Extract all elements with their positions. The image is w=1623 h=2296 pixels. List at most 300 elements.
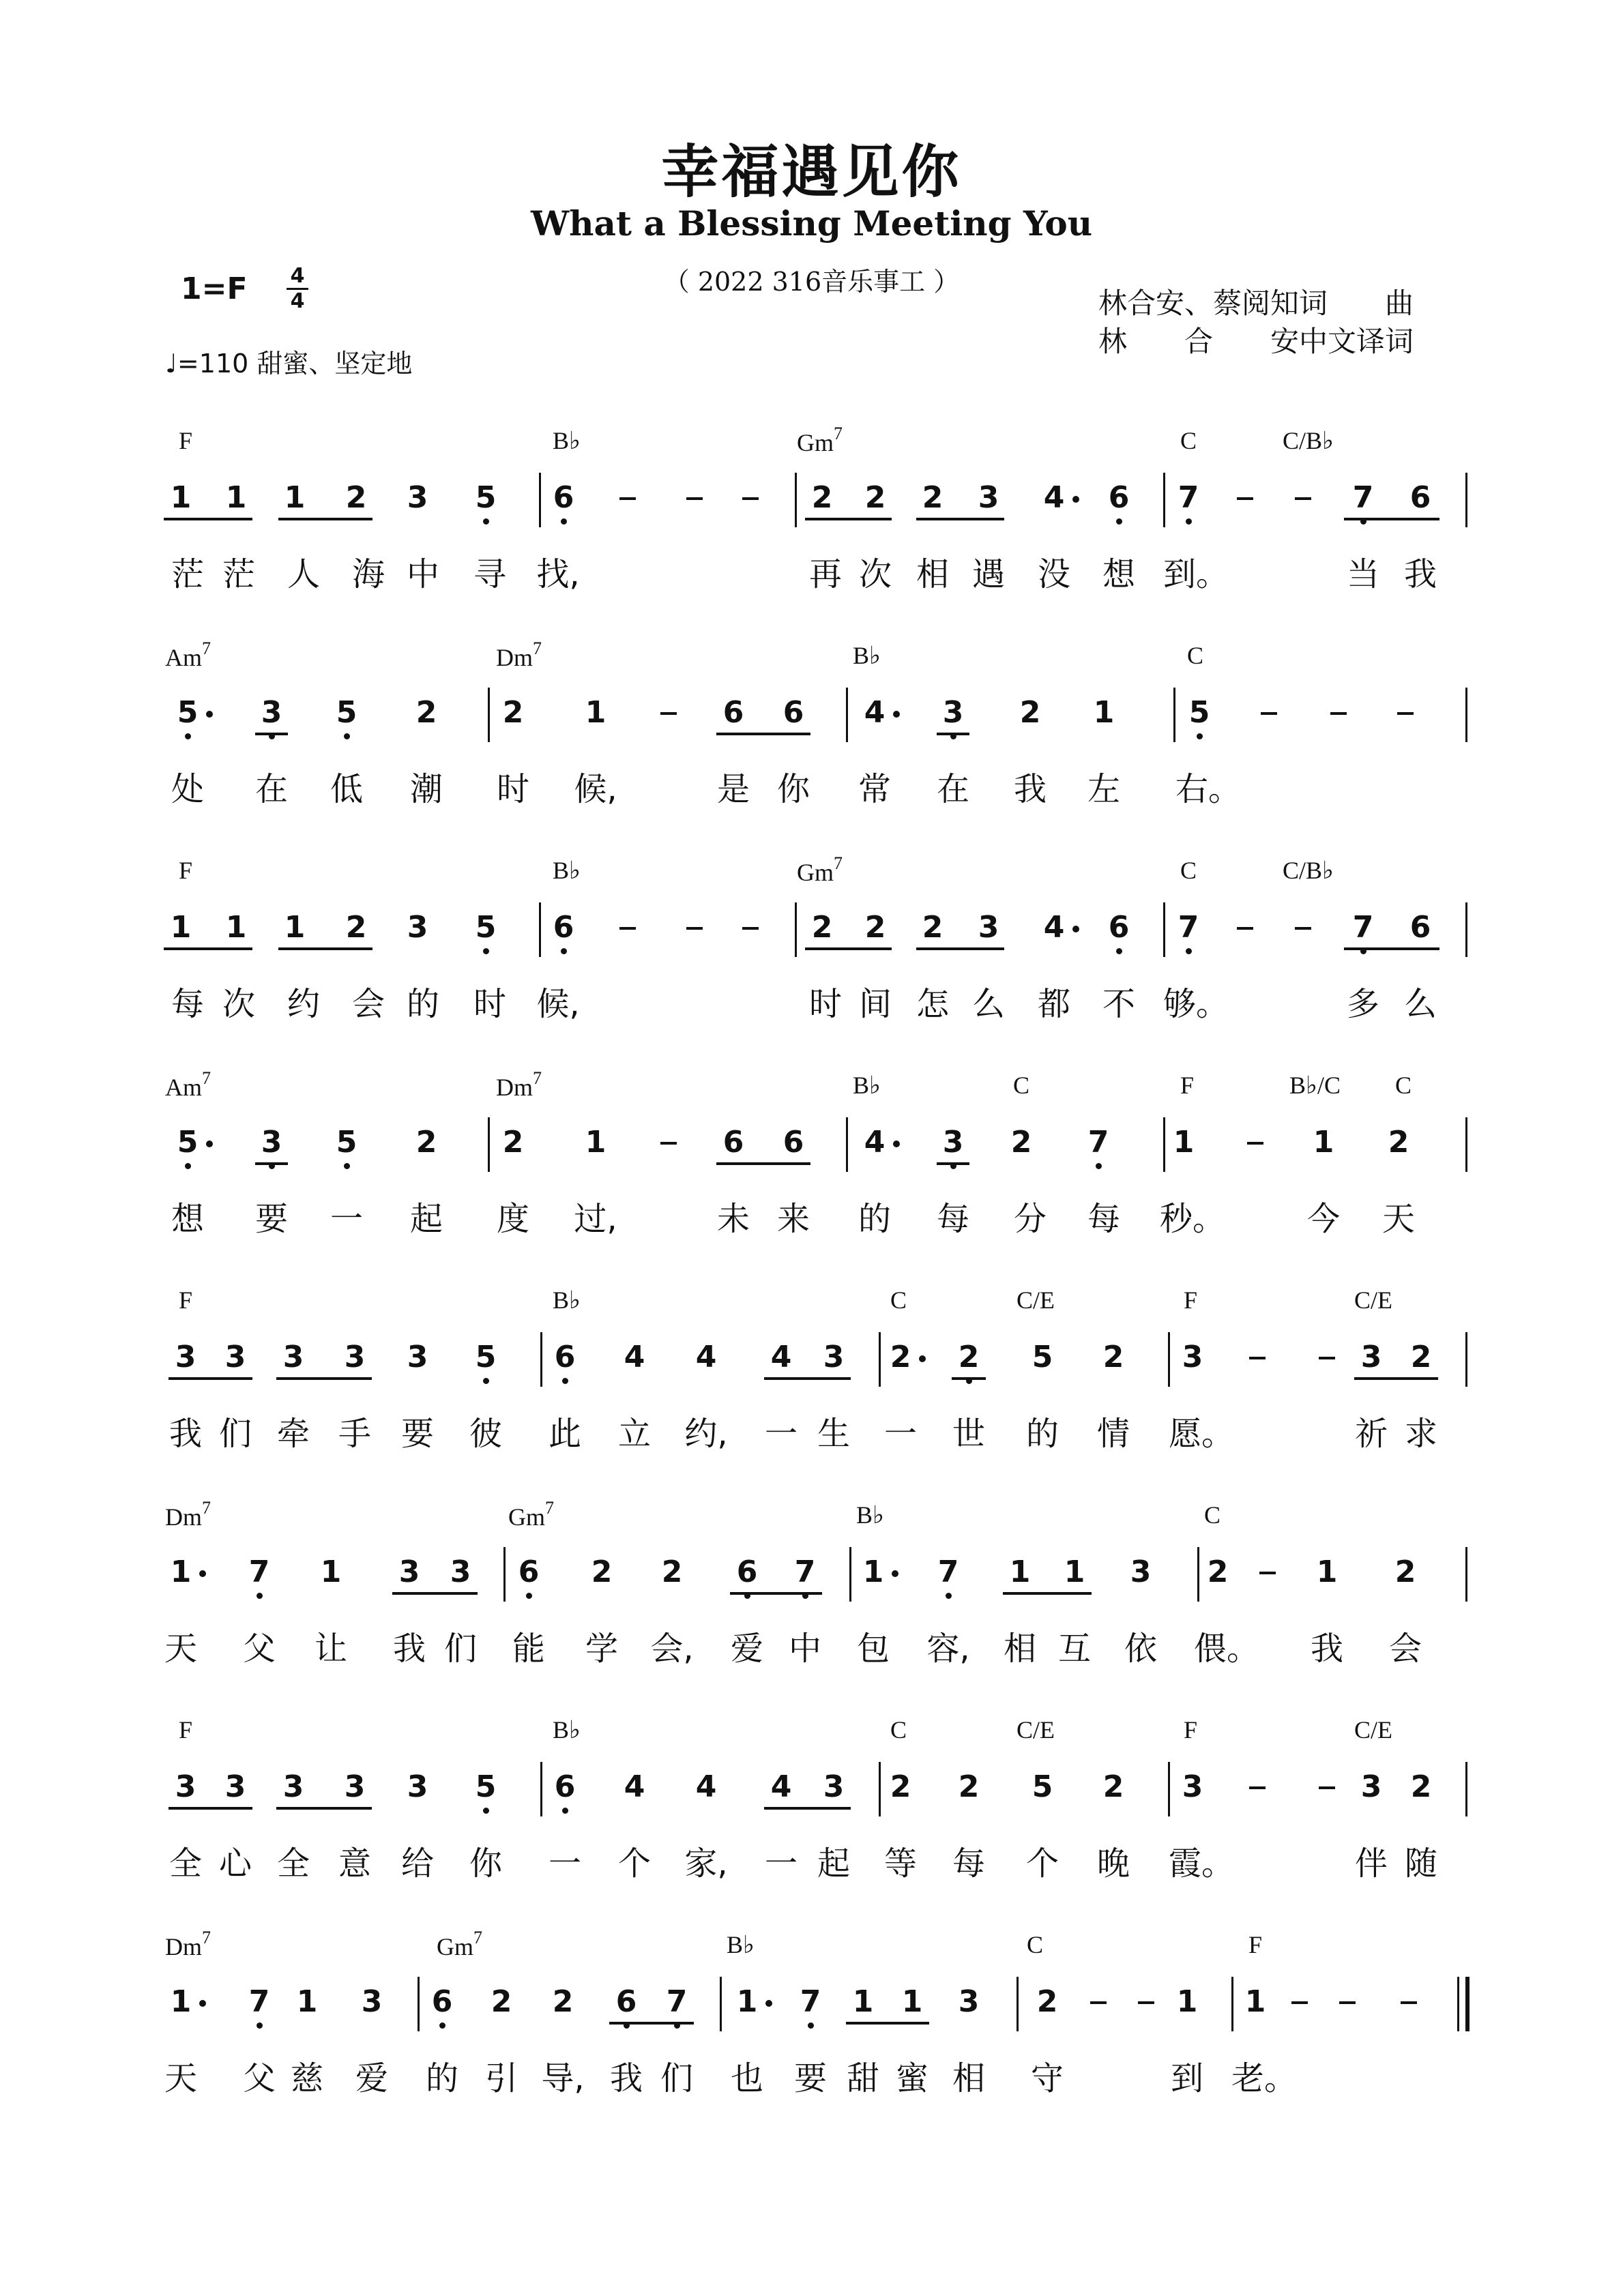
lyric-syllable: 相 (1003, 1630, 1036, 1668)
chord-symbol (1248, 1930, 1262, 1959)
note: 1 (225, 480, 247, 515)
barline (795, 902, 797, 957)
note: 4 (695, 1340, 717, 1374)
lyric-syllable: 中 (788, 1630, 821, 1668)
sustain-dash (1295, 497, 1311, 500)
note: 1 (284, 910, 306, 945)
sustain-dash (1401, 2001, 1417, 2004)
chord-root: B♭ (553, 1286, 581, 1314)
beam-line (916, 518, 1004, 520)
lyric-syllable: 海 (351, 555, 385, 593)
lyric-syllable: 要 (254, 1200, 288, 1238)
note: 7 (1078, 1125, 1119, 1160)
lyric-syllable: 时 (808, 985, 842, 1023)
chord-symbol (553, 1716, 581, 1744)
lyric-syllable: 今 (1306, 1200, 1340, 1238)
note: 3 (224, 1340, 246, 1374)
note: 2 (1410, 1340, 1432, 1374)
beam-line (392, 1592, 478, 1595)
barline (1163, 473, 1165, 527)
chord-symbol (1180, 426, 1197, 455)
note: 1 (225, 910, 247, 945)
lyric-syllable: 相 (952, 2059, 985, 2098)
note: 6 (727, 1555, 767, 1589)
lyric-syllable: 在 (936, 770, 969, 808)
lyric-syllable: 低 (330, 770, 363, 808)
beam-line (278, 518, 372, 520)
lyric-syllable: 意 (338, 1844, 371, 1883)
chord-root: C (890, 1716, 907, 1743)
note: 1 (862, 1555, 884, 1589)
note: 4 (1043, 480, 1065, 515)
lyric-syllable: 一 (330, 1200, 363, 1238)
beam-line (164, 518, 252, 520)
barline (1465, 1547, 1467, 1602)
chord-symbol (179, 856, 192, 885)
chord-symbol (856, 1501, 884, 1529)
beam-line (164, 947, 252, 950)
lyric-syllable: 学 (585, 1630, 618, 1668)
lyric-syllable: 一 (764, 1844, 798, 1883)
note: 1 (170, 1555, 192, 1589)
chord-symbol (1180, 1071, 1194, 1100)
note: 2 (345, 480, 367, 515)
note: 4 (624, 1340, 645, 1374)
chord-root: F (1180, 1072, 1195, 1099)
chord-symbol (890, 1286, 907, 1314)
chord-root: F (1184, 1286, 1198, 1314)
lyric-syllable: 处 (171, 770, 204, 808)
note: 7 (1168, 481, 1209, 515)
lyric-syllable: 全 (276, 1844, 310, 1883)
note: 6 (606, 1985, 647, 2019)
lyric-syllable: 家, (684, 1844, 728, 1883)
lyric-syllable: 会, (650, 1630, 694, 1668)
octave-dot (561, 948, 567, 954)
chord-root: B♭ (553, 857, 581, 884)
lyric-syllable: 次 (858, 555, 892, 593)
augmentation-dot (206, 711, 213, 718)
chord-root: F (179, 1286, 193, 1314)
lyric-syllable: 寻 (473, 555, 506, 593)
barline (540, 1762, 542, 1816)
chord-root: C/E (1017, 1286, 1055, 1314)
chord-root: F (179, 427, 193, 454)
note: 2 (890, 1769, 911, 1804)
note: 3 (251, 696, 292, 730)
note: 3 (1182, 1769, 1203, 1804)
octave-dot (946, 1593, 952, 1599)
augmentation-dot (892, 1570, 898, 1577)
lyric-syllable: 是 (716, 770, 750, 808)
augmentation-dot (1072, 496, 1079, 503)
lyric-syllable: 世 (952, 1415, 985, 1453)
key-signature: 1=F (181, 271, 248, 306)
note: 5 (465, 1770, 506, 1804)
note: 3 (823, 1340, 845, 1374)
barline (879, 1332, 881, 1387)
note: 6 (544, 1340, 585, 1374)
sustain-dash (660, 1142, 677, 1145)
lyric-syllable: 彼 (469, 1415, 502, 1453)
lyric-syllable: 么 (971, 985, 1005, 1023)
beam-line (916, 947, 1004, 950)
note: 3 (175, 1769, 196, 1804)
note: 2 (415, 1125, 437, 1160)
octave-dot (1197, 733, 1203, 739)
note: 1 (1093, 695, 1115, 730)
note: 3 (407, 1340, 428, 1374)
note: 6 (783, 1125, 804, 1160)
lyric-syllable: 每 (936, 1200, 969, 1238)
lyric-syllable: 约 (287, 985, 320, 1023)
beam-line (169, 1377, 252, 1380)
beam-line (1354, 1377, 1438, 1380)
lyric-syllable: 晚 (1096, 1844, 1130, 1883)
chord-root: Dm (496, 644, 533, 671)
note: 7 (928, 1555, 969, 1589)
beam-line (846, 2022, 929, 2025)
note: 5 (326, 696, 367, 730)
octave-dot (257, 2022, 263, 2029)
note: 5 (326, 1125, 367, 1160)
note: 3 (933, 1125, 974, 1160)
note: 1 (1316, 1555, 1338, 1589)
augmentation-dot (199, 1570, 206, 1577)
beam-line (1344, 518, 1439, 520)
chord-root: Gm (437, 1933, 473, 1960)
chord-root: Am (165, 1074, 202, 1101)
chord-root: C (1027, 1931, 1044, 1958)
chord-extension: 7 (473, 1928, 482, 1947)
note: 1 (1064, 1555, 1085, 1589)
chord-root: B♭ (853, 1072, 881, 1099)
lyric-syllable: 茫 (171, 555, 204, 593)
octave-dot (344, 733, 350, 739)
note: 2 (811, 480, 833, 515)
note: 1 (1009, 1555, 1031, 1589)
note: 4 (1043, 910, 1065, 945)
final-barline-thick (1465, 1977, 1470, 2031)
chord-symbol (437, 1930, 482, 1961)
note: 4 (695, 1769, 717, 1804)
lyric-syllable: 候, (574, 770, 617, 808)
chord-symbol (1187, 641, 1203, 670)
lyric-syllable: 老。 (1231, 2059, 1298, 2098)
chord-symbol (1395, 1071, 1412, 1100)
note: 4 (864, 695, 886, 730)
lyric-syllable: 的 (425, 2059, 458, 2098)
chord-root: C (890, 1286, 907, 1314)
sustain-dash (1249, 1786, 1266, 1789)
beam-line (937, 733, 969, 735)
lyric-syllable: 我 (1403, 555, 1437, 593)
chord-symbol (165, 1498, 211, 1531)
note: 6 (1098, 911, 1139, 945)
lyric-syllable: 也 (730, 2059, 763, 2098)
note: 3 (1182, 1340, 1203, 1374)
note: 2 (864, 480, 886, 515)
sustain-dash (1237, 927, 1253, 930)
lyric-syllable: 会 (351, 985, 385, 1023)
lyric-syllable: 秒。 (1160, 1200, 1226, 1238)
chord-symbol (1180, 856, 1197, 885)
chord-extension: 7 (202, 1928, 211, 1947)
lyric-syllable: 我 (1310, 1630, 1343, 1668)
lyric-syllable: 起 (409, 1200, 443, 1238)
lyric-syllable: 左 (1087, 770, 1120, 808)
barline (795, 473, 797, 527)
lyric-syllable: 引 (484, 2059, 518, 2098)
chord-symbol (727, 1930, 755, 1959)
octave-dot (344, 1163, 350, 1169)
sustain-dash (1339, 2001, 1356, 2004)
note: 6 (422, 1985, 463, 2019)
sustain-dash (686, 927, 703, 930)
chord-extension: 7 (533, 1068, 542, 1088)
lyric-syllable: 立 (617, 1415, 651, 1453)
note: 1 (736, 1984, 758, 2019)
lyric-syllable: 全 (169, 1844, 202, 1883)
lyric-syllable: 多 (1346, 985, 1379, 1023)
chord-root: C/B♭ (1283, 857, 1334, 884)
chord-root: Dm (165, 1503, 202, 1531)
lyric-syllable: 不 (1102, 985, 1135, 1023)
beam-line (255, 733, 288, 735)
barline (1465, 688, 1467, 742)
note: 3 (344, 1769, 366, 1804)
lyric-syllable: 个 (617, 1844, 651, 1883)
lyric-syllable: 霞。 (1169, 1844, 1235, 1883)
lyric-syllable: 到。 (1163, 555, 1229, 593)
beam-line (730, 1592, 822, 1595)
barline (1465, 473, 1467, 527)
lyric-syllable: 想 (171, 1200, 204, 1238)
note: 3 (1130, 1555, 1152, 1589)
credit-line-1: 林合安、蔡阅知词 曲 (1098, 286, 1414, 320)
note: 5 (465, 1340, 506, 1374)
barline (846, 688, 848, 742)
barline (1168, 1332, 1170, 1387)
note: 7 (790, 1985, 831, 2019)
chord-extension: 7 (202, 638, 211, 658)
chord-root: B♭ (856, 1501, 884, 1529)
octave-dot (1096, 1163, 1102, 1169)
octave-dot (1116, 518, 1122, 525)
barline (879, 1762, 881, 1816)
lyric-syllable: 天 (164, 1630, 197, 1668)
sustain-dash (619, 497, 636, 500)
chord-root: C (1013, 1072, 1030, 1099)
beam-line (952, 1377, 986, 1380)
beam-line (805, 947, 892, 950)
chord-root: Am (165, 644, 202, 671)
note: 2 (1010, 1125, 1032, 1160)
note: 2 (922, 480, 944, 515)
note: 3 (823, 1769, 845, 1804)
octave-dot (1186, 948, 1192, 954)
note: 5 (465, 481, 506, 515)
lyric-syllable: 偎。 (1194, 1630, 1260, 1668)
sustain-dash (1249, 1357, 1266, 1359)
note: 3 (933, 696, 974, 730)
lyric-syllable: 再 (808, 555, 842, 593)
chord-symbol (496, 1068, 542, 1102)
time-sig-top: 4 (290, 264, 305, 288)
sustain-dash (1291, 2001, 1308, 2004)
time-signature (284, 265, 311, 313)
note: 2 (864, 910, 886, 945)
beam-line (276, 1807, 372, 1810)
chord-symbol (1017, 1286, 1055, 1314)
lyric-syllable: 们 (660, 2059, 693, 2098)
note: 3 (224, 1769, 246, 1804)
lyric-syllable: 们 (443, 1630, 477, 1668)
final-barline-thin (1457, 1977, 1459, 2031)
chord-symbol (553, 1286, 581, 1314)
sustain-dash (1295, 927, 1311, 930)
lyric-syllable: 够。 (1163, 985, 1229, 1023)
chord-symbol (853, 641, 881, 670)
time-sig-bottom: 4 (290, 289, 305, 313)
note: 6 (1409, 480, 1431, 515)
sustain-dash (1319, 1357, 1335, 1359)
note: 6 (1098, 481, 1139, 515)
sustain-dash (742, 927, 759, 930)
lyric-syllable: 依 (1124, 1630, 1157, 1668)
note: 2 (811, 910, 833, 945)
note: 2 (1036, 1984, 1058, 2019)
song-source: （ 2022 316音乐事工 ） (663, 267, 960, 297)
note: 3 (958, 1984, 980, 2019)
octave-dot (562, 1378, 568, 1384)
chord-extension: 7 (202, 1498, 211, 1518)
note: 2 (1019, 695, 1041, 730)
chord-extension: 7 (533, 638, 542, 658)
chord-symbol (496, 638, 542, 672)
note: 3 (1360, 1769, 1382, 1804)
sustain-dash (1319, 1786, 1335, 1789)
chord-extension: 7 (834, 853, 843, 873)
note: 2 (922, 910, 944, 945)
chord-root: C (1395, 1072, 1412, 1099)
lyric-syllable: 过, (574, 1200, 617, 1238)
chord-root: Dm (496, 1074, 533, 1101)
lyric-syllable: 中 (406, 555, 439, 593)
chord-symbol (797, 853, 843, 887)
chord-root: F (179, 857, 193, 884)
lyric-syllable: 生 (817, 1415, 850, 1453)
barline (1163, 902, 1165, 957)
note: 1 (1313, 1125, 1334, 1160)
note: 3 (407, 1769, 428, 1804)
sustain-dash (1261, 712, 1277, 715)
note: 2 (502, 695, 524, 730)
chord-root: C (1187, 642, 1204, 669)
lyric-syllable: 未 (716, 1200, 750, 1238)
lyric-syllable: 父 (242, 1630, 276, 1668)
credit-line-2: 林 合 安中文译词 (1098, 325, 1414, 358)
lyric-syllable: 时 (473, 985, 506, 1023)
octave-dot (1186, 518, 1192, 525)
lyric-syllable: 潮 (409, 770, 443, 808)
beam-line (278, 947, 372, 950)
chord-root: Gm (508, 1503, 545, 1531)
note: 5 (167, 1125, 208, 1160)
sustain-dash (1237, 497, 1253, 500)
chord-symbol (1289, 1071, 1341, 1100)
lyric-syllable: 在 (254, 770, 288, 808)
lyric-syllable: 甜 (846, 2059, 879, 2098)
chord-root: B♭ (853, 642, 881, 669)
lyric-syllable: 你 (469, 1844, 502, 1883)
lyric-syllable: 能 (512, 1630, 545, 1668)
augmentation-dot (765, 2000, 772, 2007)
note: 2 (948, 1340, 989, 1374)
barline (503, 1547, 506, 1602)
lyric-syllable: 约, (684, 1415, 728, 1453)
barline (1465, 1332, 1467, 1387)
barline (1231, 1977, 1233, 2031)
chord-symbol (890, 1716, 907, 1744)
note: 7 (1343, 911, 1384, 945)
lyric-syllable: 心 (218, 1844, 252, 1883)
lyric-syllable: 守 (1030, 2059, 1064, 2098)
chord-root: B♭ (727, 1931, 755, 1958)
note: 3 (282, 1769, 304, 1804)
note: 2 (415, 695, 437, 730)
lyric-syllable: 容, (926, 1630, 970, 1668)
lyric-syllable: 求 (1404, 1415, 1437, 1453)
note: 2 (1207, 1555, 1229, 1589)
lyric-syllable: 么 (1403, 985, 1437, 1023)
note: 1 (1173, 1125, 1195, 1160)
lyric-syllable: 到 (1170, 2059, 1203, 2098)
sustain-dash (1397, 712, 1414, 715)
lyric-syllable: 随 (1404, 1844, 1437, 1883)
sustain-dash (1247, 1142, 1263, 1145)
barline (488, 688, 490, 742)
note: 2 (502, 1125, 524, 1160)
note: 1 (1244, 1984, 1266, 2019)
note: 5 (167, 696, 208, 730)
chord-symbol (553, 856, 581, 885)
barline (418, 1977, 420, 2031)
chord-symbol (165, 1068, 211, 1102)
lyric-syllable: 怎 (916, 985, 949, 1023)
lyric-syllable: 找, (536, 555, 580, 593)
lyric-syllable: 慈 (290, 2059, 323, 2098)
augmentation-dot (199, 2000, 206, 2007)
lyric-syllable: 爱 (730, 1630, 763, 1668)
note: 7 (239, 1555, 280, 1589)
note: 6 (722, 1125, 744, 1160)
note: 3 (344, 1340, 366, 1374)
lyric-syllable: 我 (392, 1630, 426, 1668)
lyric-syllable: 的 (858, 1200, 891, 1238)
chord-root: C (1180, 857, 1197, 884)
barline (720, 1977, 722, 2031)
note: 5 (1032, 1340, 1053, 1374)
chord-root: C/B♭ (1283, 427, 1334, 454)
chord-root: B♭ (553, 427, 581, 454)
barline (849, 1547, 851, 1602)
chord-symbol (1184, 1716, 1197, 1744)
lyric-syllable: 每 (952, 1844, 985, 1883)
barline (539, 902, 541, 957)
lyric-syllable: 牵 (276, 1415, 310, 1453)
augmentation-dot (893, 1140, 900, 1147)
